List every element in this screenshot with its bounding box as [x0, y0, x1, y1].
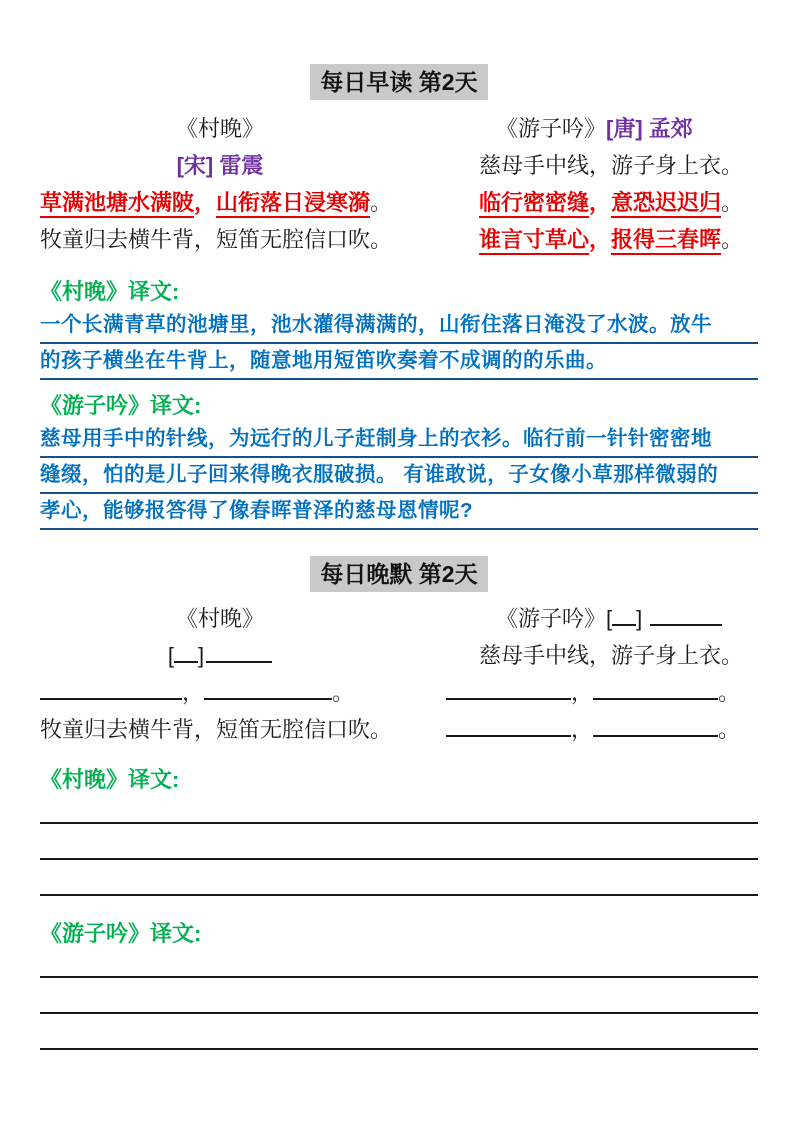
evening-cunwan-title: 《村晚》 [175, 606, 264, 631]
cunwan-title: 《村晚》 [175, 116, 264, 141]
evening-cunwan-translation-heading: 《村晚》译文: [40, 767, 180, 792]
youziyin-line-2-period: 。 [721, 190, 744, 215]
cunwan-line-1-period: 。 [370, 190, 393, 215]
answer-line [40, 860, 758, 896]
evening-cunwan-line-2 [40, 711, 400, 748]
bracket-close: ] [198, 643, 205, 668]
blank-comma: ， [182, 680, 205, 705]
youziyin-line-3 [400, 221, 758, 258]
youziyin-line-3-period: 。 [721, 227, 744, 252]
cunwan-translation-line-1: 一个长满青草的池塘里，池水灌得满满的，山衔住落日淹没了水波。放牛 [40, 308, 758, 344]
youziyin-translation-heading: 《游子吟》译文: [40, 393, 202, 418]
cunwan-line-2 [40, 221, 400, 258]
bracket-close: ] [636, 606, 643, 631]
blank-period: 。 [718, 680, 741, 705]
cunwan-line-1-comma: ， [194, 190, 217, 215]
evening-cunwan-translation-heading-row [40, 764, 758, 796]
youziyin-author: [唐] 孟郊 [606, 116, 693, 141]
evening-cunwan-line-2-text: 牧童归去横牛背，短笛无腔信口吹。 [40, 717, 393, 742]
blank-period: 。 [332, 680, 355, 705]
author-name-blank [650, 606, 722, 626]
verse-blank [40, 680, 182, 700]
answer-line [40, 950, 758, 978]
evening-youziyin-blank-line-1 [400, 674, 758, 711]
morning-heading-row [40, 64, 758, 100]
cunwan-translation-line-2: 的孩子横坐在牛背上，随意地用短笛吹奏着不成调的的乐曲。 [40, 344, 758, 380]
youziyin-title: 《游子吟》 [496, 116, 607, 141]
evening-cunwan-title-row [40, 600, 400, 637]
evening-youziyin-blank-line-2 [400, 711, 758, 748]
youziyin-translation-heading-row [40, 390, 758, 422]
evening-poem-grid [40, 600, 758, 748]
morning-cunwan-column [40, 110, 400, 258]
cunwan-line-1-phrase-1: 草满池塘水满陂 [40, 190, 194, 218]
evening-youziyin-translation-heading-row [40, 918, 758, 950]
evening-section-heading: 每日晚默 第2天 [310, 556, 487, 592]
verse-blank [446, 680, 571, 700]
youziyin-line-2-comma: ， [589, 190, 612, 215]
morning-youziyin-column [400, 110, 758, 258]
youziyin-title-row [400, 110, 758, 147]
answer-line [40, 824, 758, 860]
blank-comma: ， [571, 717, 594, 742]
evening-cunwan-blank-line-1 [40, 674, 400, 711]
cunwan-author: [宋] 雷震 [176, 153, 264, 178]
evening-youziyin-column [400, 600, 758, 748]
youziyin-line-1 [400, 147, 758, 184]
evening-cunwan-author-blank-row [40, 637, 400, 674]
author-dynasty-blank [612, 606, 636, 626]
answer-line [40, 978, 758, 1014]
youziyin-line-1-text: 慈母手中线，游子身上衣。 [479, 153, 744, 178]
youziyin-translation-line-1: 慈母用手中的针线，为远行的儿子赶制身上的衣衫。临行前一针针密密地 [40, 422, 758, 458]
cunwan-line-2-text: 牧童归去横牛背，短笛无腔信口吹。 [40, 227, 393, 252]
cunwan-author-row [40, 147, 400, 184]
youziyin-line-2-phrase-1: 临行密密缝 [479, 190, 589, 218]
bracket-open: [ [167, 643, 174, 668]
youziyin-translation-line-3: 孝心，能够报答得了像春晖普泽的慈母恩情呢? [40, 494, 758, 530]
verse-blank [204, 680, 332, 700]
verse-blank [593, 680, 718, 700]
evening-youziyin-line-1 [400, 637, 758, 674]
cunwan-title-row [40, 110, 400, 147]
youziyin-line-2-phrase-2: 意恐迟迟归 [611, 190, 721, 218]
answer-line [40, 796, 758, 824]
youziyin-line-2 [400, 184, 758, 221]
cunwan-translation-heading: 《村晚》译文: [40, 279, 180, 304]
evening-youziyin-line-1-text: 慈母手中线，游子身上衣。 [479, 643, 744, 668]
answer-line [40, 1014, 758, 1050]
cunwan-line-1-phrase-2: 山衔落日浸寒漪 [216, 190, 370, 218]
bracket-open: [ [606, 606, 613, 631]
youziyin-line-3-phrase-1: 谁言寸草心 [479, 227, 589, 255]
evening-youziyin-translation-heading: 《游子吟》译文: [40, 921, 202, 946]
morning-poem-grid [40, 110, 758, 258]
cunwan-translation-heading-row [40, 276, 758, 308]
youziyin-line-3-comma: ， [589, 227, 612, 252]
author-dynasty-blank [174, 643, 198, 663]
verse-blank [446, 717, 571, 737]
youziyin-translation-line-2: 缝缀，怕的是儿子回来得晚衣服破损。 有谁敢说，子女像小草那样微弱的 [40, 458, 758, 494]
author-name-blank [206, 643, 272, 663]
evening-heading-row [40, 556, 758, 592]
cunwan-line-1 [40, 184, 400, 221]
blank-period: 。 [718, 717, 741, 742]
morning-section-heading: 每日早读 第2天 [310, 64, 487, 100]
verse-blank [593, 717, 718, 737]
evening-youziyin-title-row [400, 600, 758, 637]
youziyin-line-3-phrase-2: 报得三春晖 [611, 227, 721, 255]
evening-cunwan-column [40, 600, 400, 748]
blank-comma: ， [571, 680, 594, 705]
evening-youziyin-title: 《游子吟》 [496, 606, 607, 631]
